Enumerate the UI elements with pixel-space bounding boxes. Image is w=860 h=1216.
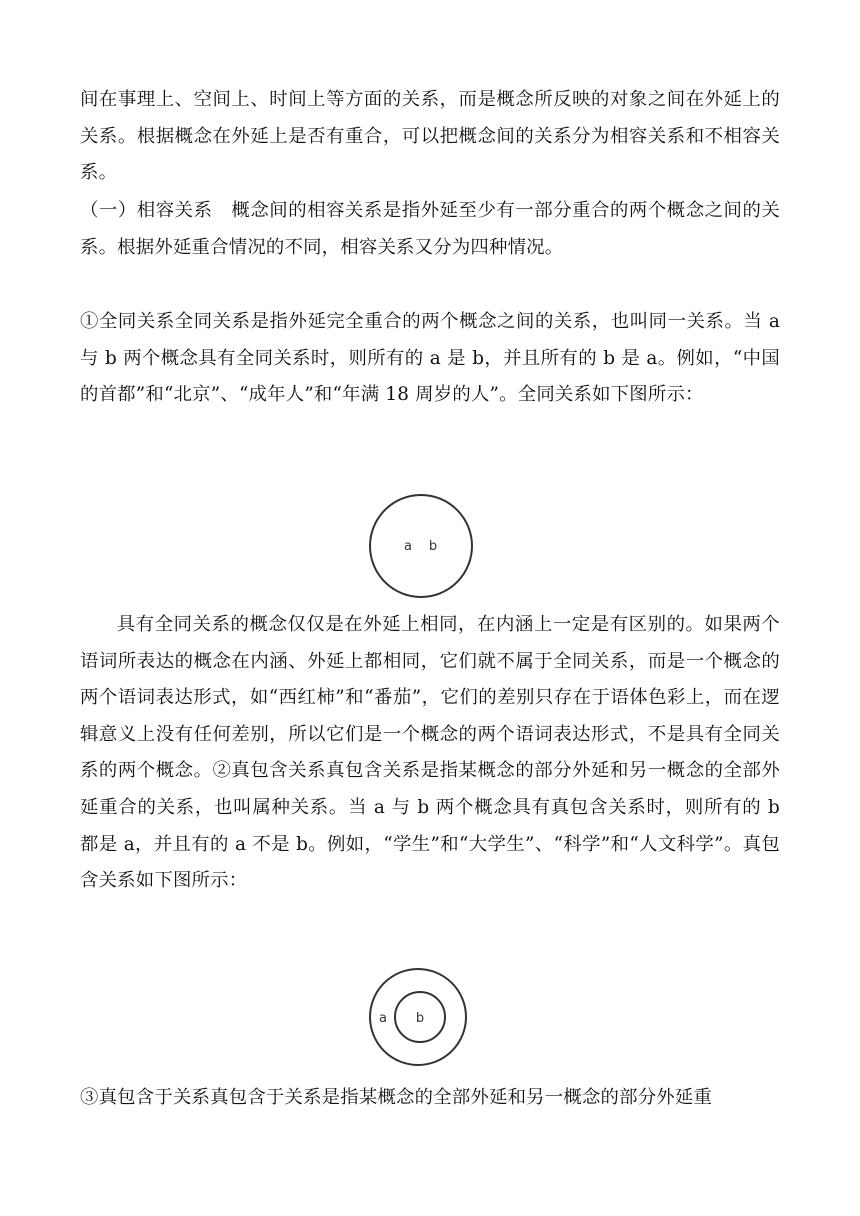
inclusion-label-a: a <box>379 1011 387 1026</box>
paragraph-identity-relation: ①全同关系全同关系是指外延完全重合的两个概念之间的关系，也叫同一关系。当 a 与 b 两个概念具有全同关系时，则所有的 a 是 b，并且所有的 b 是 a。例如，“中国的首都”和“北京”、“成年人”和“年满 18 周岁的人”。全同关系如下图所示： <box>80 311 780 406</box>
paragraph-proper-inclusion: ③真包含于关系真包含于关系是指某概念的全部外延和另一概念的部分外延重 <box>80 1087 713 1108</box>
identity-diagram-svg <box>366 493 476 599</box>
identity-label-b: b <box>428 539 438 554</box>
identity-label-a: a <box>404 539 412 554</box>
inclusion-diagram-svg <box>366 967 470 1067</box>
identity-relation-diagram <box>366 493 476 599</box>
paragraph-identity-explanation: 具有全同关系的概念仅仅是在外延上相同，在内涵上一定是有区别的。如果两个语词所表达的概念在内涵、外延上都相同，它们就不属于全同关系，而是一个概念的两个语词表达形式，如“西红柿”和“番茄”，它们的差别只存在于语体色彩上，而在逻辑意义上没有任何差别，所以它们是一个概念的两个语词表达形式，不是具有全同关系的两个概念。②真包含关系真包含关系是指某概念的部分外延和另一概念的全部外延重合的关系，也叫属种关系。当 a 与 b 两个概念具有真包含关系时，则所有的 b 都是 a，并且有的 a 不是 b。例如，“学生”和“大学生”、“科学”和“人文科学”。真包含关系如下图所示： <box>80 614 780 892</box>
inclusion-relation-diagram <box>366 967 470 1067</box>
identity-circle <box>370 495 472 597</box>
inclusion-label-b: b <box>415 1011 425 1026</box>
paragraph-intro: 间在事理上、空间上、时间上等方面的关系，而是概念所反映的对象之间在外延上的关系。根据概念在外延上是否有重合，可以把概念间的关系分为相容关系和不相容关系。 <box>80 89 780 184</box>
paragraph-compatible-relations: （一）相容关系 概念间的相容关系是指外延至少有一部分重合的两个概念之间的关系。根据外延重合情况的不同，相容关系又分为四种情况。 <box>80 200 780 258</box>
